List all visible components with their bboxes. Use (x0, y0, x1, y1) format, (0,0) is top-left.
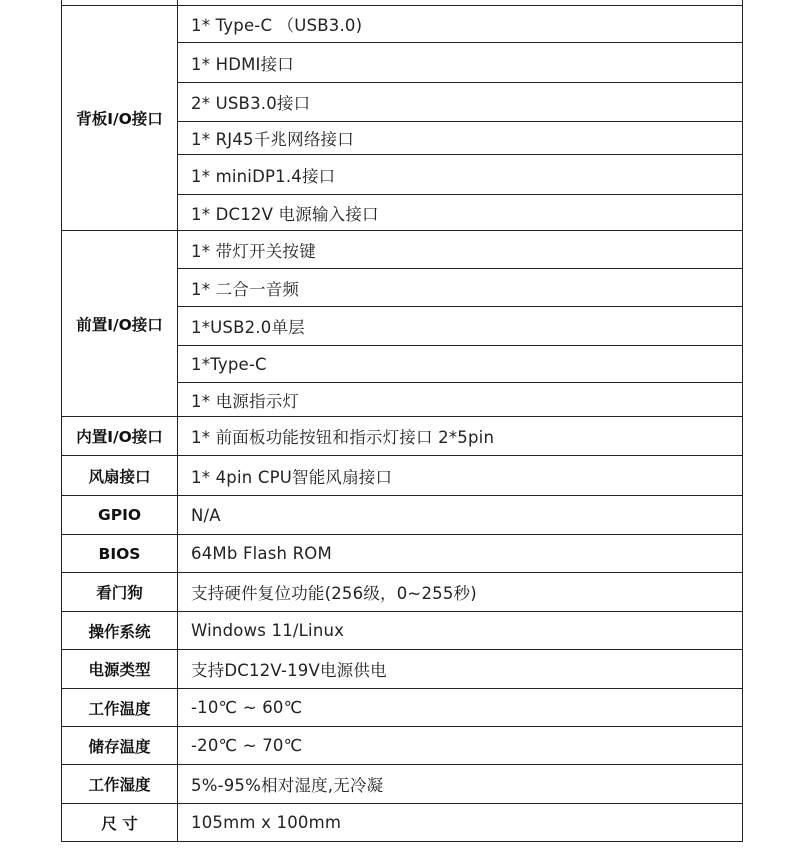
front-io-label: 前置I/O接口 (62, 231, 178, 417)
gpio-label: GPIO (62, 496, 178, 535)
internal-io-label: 内置I/O接口 (62, 417, 178, 456)
table-row (62, 727, 743, 765)
front-io-value: 1* 二合一音频 (178, 269, 743, 307)
table-row (62, 804, 743, 842)
power-type-value: 支持DC12V-19V电源供电 (178, 650, 743, 689)
table-row (62, 535, 743, 573)
rear-io-value: 2* USB3.0接口 (178, 83, 743, 122)
spec-table (61, 5, 743, 842)
storage-temperature-value: -20℃ ~ 70℃ (178, 727, 743, 765)
table-row (62, 765, 743, 804)
table-row (62, 417, 743, 456)
dimensions-value: 105mm x 100mm (178, 804, 743, 842)
rear-io-value: 1* RJ45千兆网络接口 (178, 122, 743, 155)
operating-system-label: 操作系统 (62, 612, 178, 650)
table-row (62, 6, 743, 43)
spec-table-body (62, 6, 743, 842)
rear-io-label: 背板I/O接口 (62, 6, 178, 231)
rear-io-value: 1* Type-C （USB3.0) (178, 6, 743, 43)
rear-io-value: 1* DC12V 电源输入接口 (178, 195, 743, 231)
table-row (62, 612, 743, 650)
operating-temperature-value: -10℃ ~ 60℃ (178, 689, 743, 727)
table-row (62, 456, 743, 496)
operating-system-value: Windows 11/Linux (178, 612, 743, 650)
rear-io-value: 1* miniDP1.4接口 (178, 155, 743, 195)
front-io-value: 1* 带灯开关按键 (178, 231, 743, 269)
watchdog-label: 看门狗 (62, 573, 178, 612)
table-row (62, 573, 743, 612)
front-io-value: 1*Type-C (178, 346, 743, 383)
front-io-value: 1*USB2.0单层 (178, 307, 743, 346)
rear-io-value: 1* HDMI接口 (178, 43, 743, 83)
table-row (62, 496, 743, 535)
operating-humidity-value: 5%-95%相对湿度,无冷凝 (178, 765, 743, 804)
fan-header-label: 风扇接口 (62, 456, 178, 496)
gpio-value: N/A (178, 496, 743, 535)
bios-label: BIOS (62, 535, 178, 573)
table-row (62, 231, 743, 269)
internal-io-value: 1* 前面板功能按钮和指示灯接口 2*5pin (178, 417, 743, 456)
fan-header-value: 1* 4pin CPU智能风扇接口 (178, 456, 743, 496)
operating-temperature-label: 工作温度 (62, 689, 178, 727)
dimensions-label: 尺 寸 (62, 804, 178, 842)
bios-value: 64Mb Flash ROM (178, 535, 743, 573)
storage-temperature-label: 储存温度 (62, 727, 178, 765)
watchdog-value: 支持硬件复位功能(256级，0~255秒) (178, 573, 743, 612)
front-io-value: 1* 电源指示灯 (178, 383, 743, 417)
power-type-label: 电源类型 (62, 650, 178, 689)
table-row (62, 689, 743, 727)
table-row (62, 650, 743, 689)
operating-humidity-label: 工作湿度 (62, 765, 178, 804)
